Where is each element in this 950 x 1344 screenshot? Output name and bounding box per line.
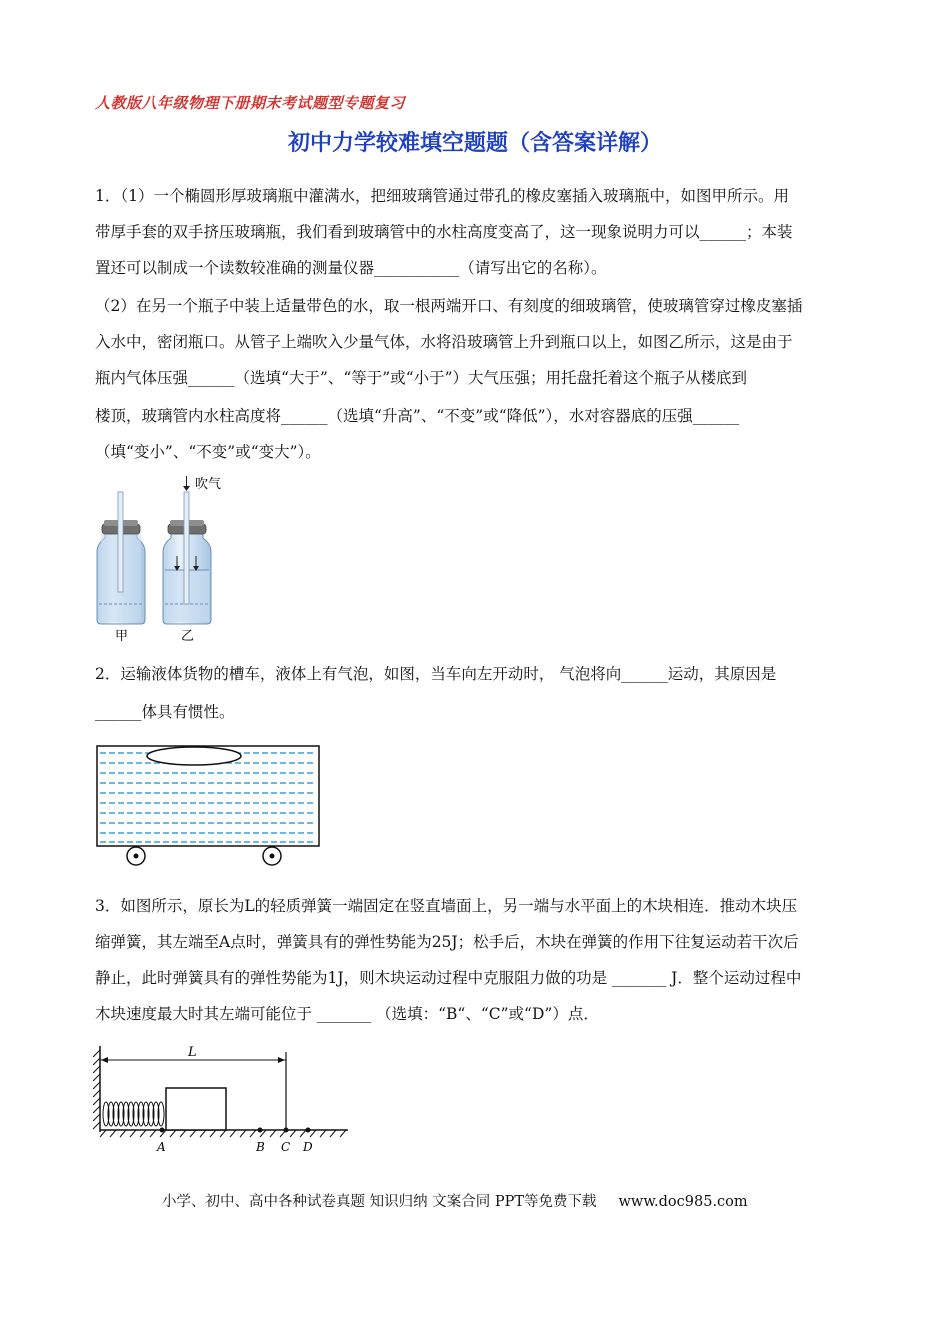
- label-bottle-a: 甲: [115, 629, 129, 644]
- bubble: [147, 747, 241, 765]
- q1-line-4: （2）在另一个瓶子中装上适量带色的水，取一根两端开口、有刻度的细玻璃管，使玻璃管穿过橡皮塞插: [95, 297, 803, 315]
- q1-line-1: 1．（1）一个椭圆形厚玻璃瓶中灌满水，把细玻璃管通过带孔的橡皮塞插入玻璃瓶中，如图甲所示。用: [95, 187, 789, 205]
- tank-car-figure: [92, 740, 324, 872]
- series-title: 人教版八年级物理下册期末考试题型专题复习: [95, 94, 406, 112]
- point-d-label: D: [303, 1140, 313, 1154]
- q1-line-8: （填“变小”、“不变”或“变大”）。: [95, 443, 321, 461]
- point-c-label: C: [281, 1140, 291, 1154]
- q1-line-5: 入水中，密闭瓶口。从管子上端吹入少量气体，水将沿玻璃管上升到瓶口以上，如图乙所示，这是由于: [95, 333, 793, 351]
- q2-line-2: ______体具有惯性。: [95, 703, 235, 721]
- q3-line-2: 缩弹簧，其左端至A点时，弹簧具有的弹性势能为25J；松手后，木块在弹簧的作用下往复运动若干次后: [95, 933, 799, 951]
- spring: [103, 1102, 164, 1126]
- footer-text: 小学、初中、高中各种试卷真题 知识归纳 文案合同 PPT等免费下载: [162, 1194, 597, 1210]
- q1-line-7: 楼顶，玻璃管内水柱高度将______（选填“升高”、“不变”或“降低”），水对容器底的压强______: [95, 407, 740, 425]
- q1-line-3: 置还可以制成一个读数较准确的测量仪器___________（请写出它的名称）。: [95, 259, 607, 277]
- blow-label: 吹气: [195, 477, 222, 492]
- bottle-b: [163, 476, 221, 644]
- label-bottle-b: 乙: [181, 629, 195, 644]
- spring-block-figure: [92, 1044, 354, 1156]
- wheel-right: [263, 847, 281, 865]
- point-b-label: B: [256, 1140, 265, 1154]
- bottles-figure: [85, 472, 245, 647]
- q3-line-4: 木块速度最大时其左端可能位于 _______ （选填：“B“、“C”或“D”）点．: [95, 1005, 599, 1023]
- footer-site[interactable]: www.doc985.com: [618, 1194, 748, 1210]
- q2-line-1: 2．运输液体货物的槽车，液体上有气泡，如图，当车向左开动时， 气泡将向______运动，其原因是: [95, 665, 777, 683]
- wheel-left: [127, 847, 145, 865]
- point-a-label: A: [157, 1140, 166, 1154]
- page-footer: [162, 1190, 748, 1211]
- q3-line-3: 静止，此时弹簧具有的弹性势能为1J，则木块运动过程中克服阻力做的功是 _______ J．整个运动过程中: [95, 969, 802, 987]
- page-title: 初中力学较难填空题题（含答案详解）: [287, 130, 662, 156]
- wooden-block: [166, 1088, 226, 1130]
- q1-line-6: 瓶内气体压强______（选填“大于”、“等于”或“小于”）大气压强；用托盘托着这个瓶子从楼底到: [95, 369, 748, 387]
- q1-line-2: 带厚手套的双手挤压玻璃瓶，我们看到玻璃管中的水柱高度变高了，这一现象说明力可以______；本装: [95, 223, 793, 241]
- bottle-a: [97, 492, 145, 644]
- q3-line-1: 3．如图所示，原长为L的轻质弹簧一端固定在竖直墙面上，另一端与水平面上的木块相连．推动木块压: [95, 897, 798, 915]
- length-label: L: [188, 1045, 197, 1060]
